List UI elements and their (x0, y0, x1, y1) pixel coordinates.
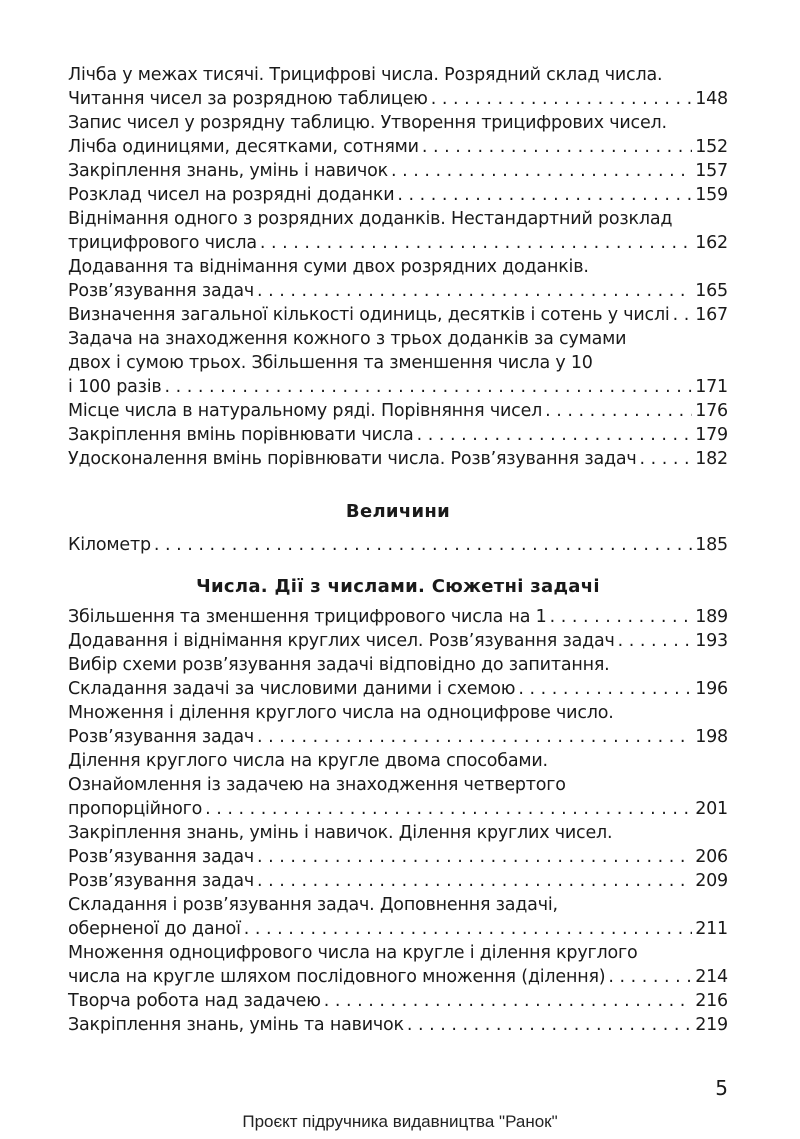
dot-leader (550, 605, 693, 629)
toc-entry-title-line: Задача на знаходження кожного з трьох доданків за сумами (68, 329, 627, 349)
toc-entry-page-number: 214 (695, 967, 728, 987)
toc-entry-title: Розв’язування задач (68, 281, 255, 301)
toc-entry[interactable] (68, 111, 728, 159)
toc-section-3 (68, 605, 728, 1037)
toc-entry-row (68, 677, 728, 701)
toc-entry-title-line: двох і сумою трьох. Збільшення та зменшення числа у 10 (68, 353, 593, 373)
dot-leader (260, 231, 692, 255)
toc-section-2 (68, 533, 728, 557)
toc-entry-page-number: 193 (695, 631, 728, 651)
toc-entry[interactable] (68, 63, 728, 111)
toc-entry-row (68, 989, 728, 1013)
toc-entry[interactable] (68, 447, 728, 471)
toc-entry-page-number: 176 (695, 401, 728, 421)
toc-entry-title-line: Ділення круглого числа на кругле двома способами. (68, 751, 548, 771)
toc-entry-title-line: Складання і розв’язування задач. Доповнення задачі, (68, 895, 558, 915)
toc-entry-title: трицифрового числа (68, 233, 257, 253)
toc-entry-page-number: 157 (695, 161, 728, 181)
toc-entry[interactable] (68, 327, 728, 399)
toc-entry-row (68, 159, 728, 183)
toc-entry[interactable] (68, 869, 728, 893)
toc-entry-title: Кілометр (68, 535, 151, 555)
toc-entry-page-number: 182 (695, 449, 728, 469)
toc-entry-title: Читання чисел за розрядною таблицею (68, 89, 428, 109)
toc-entry-row (68, 135, 728, 159)
toc-entry-title-line: Множення і ділення круглого числа на одноцифрове число. (68, 703, 614, 723)
dot-leader (417, 423, 693, 447)
toc-entry[interactable] (68, 701, 728, 749)
toc-entry-page-number: 209 (695, 871, 728, 891)
toc-entry-row (68, 375, 728, 399)
dot-leader (407, 1013, 692, 1037)
dot-leader (205, 797, 692, 821)
dot-leader (422, 135, 692, 159)
toc-entry-title-line: Додавання та віднімання суми двох розрядних доданків. (68, 257, 589, 277)
toc-entry-title: числа на кругле шляхом послідовного множення (ділення) (68, 967, 606, 987)
toc-entry-page-number: 185 (695, 535, 728, 555)
toc-entry-row (68, 725, 728, 749)
toc-entry[interactable] (68, 941, 728, 989)
dot-leader (257, 869, 692, 893)
section-heading-quantities: Величини (345, 501, 451, 522)
toc-entry-title-line: Множення одноцифрового числа на кругле і ділення круглого (68, 943, 638, 963)
toc-entry-title-line: Вибір схеми розв’язування задачі відповідно до запитання. (68, 655, 610, 675)
toc-entry-page-number: 219 (695, 1015, 728, 1035)
dot-leader (244, 917, 692, 941)
toc-entry-title: Додавання і віднімання круглих чисел. Розв’язування задач (68, 631, 615, 651)
toc-entry[interactable] (68, 629, 728, 653)
toc-entry-page-number: 165 (695, 281, 728, 301)
toc-entry-page-number: 162 (695, 233, 728, 253)
toc-entry-row (68, 447, 728, 471)
page-number: 5 (715, 1076, 728, 1100)
toc-entry-title: оберненої до даної (68, 919, 241, 939)
toc-entry-page-number: 179 (695, 425, 728, 445)
toc-entry-row (68, 533, 728, 557)
toc-entry-page-number: 196 (695, 679, 728, 699)
toc-entry-title-line: Ознайомлення із задачею на знаходження четвертого (68, 775, 566, 795)
dot-leader (257, 845, 692, 869)
toc-entry-row (68, 845, 728, 869)
toc-entry-page-number: 189 (695, 607, 728, 627)
toc-entry[interactable] (68, 303, 728, 327)
toc-entry-title: Закріплення знань, умінь та навичок (68, 1015, 404, 1035)
dot-leader (673, 303, 693, 327)
toc-entry-page-number: 198 (695, 727, 728, 747)
toc-entry-row (68, 423, 728, 447)
toc-entry-page-number: 167 (695, 305, 728, 325)
toc-entry[interactable] (68, 423, 728, 447)
toc-entry-page-number: 206 (695, 847, 728, 867)
toc-entry-page-number: 159 (695, 185, 728, 205)
toc-entry[interactable] (68, 533, 728, 557)
toc-entry-title-line: Закріплення знань, умінь і навичок. Ділення круглих чисел. (68, 823, 613, 843)
toc-entry-title: і 100 разів (68, 377, 162, 397)
toc-entry-page-number: 201 (695, 799, 728, 819)
toc-entry-row (68, 303, 728, 327)
toc-entry-title-line: Лічба у межах тисячі. Трицифрові числа. Розрядний склад числа. (68, 65, 663, 85)
toc-entry-title: Складання задачі за числовими даними і схемою (68, 679, 516, 699)
toc-section-2-heading-wrap (68, 501, 728, 522)
toc-entry-row (68, 183, 728, 207)
dot-leader (391, 159, 692, 183)
toc-entry-title: Розв’язування задач (68, 871, 255, 891)
toc-entry-row (68, 629, 728, 653)
toc-entry-title: Збільшення та зменшення трицифрового числа на 1 (68, 607, 547, 627)
toc-entry[interactable] (68, 893, 728, 941)
dot-leader (608, 965, 692, 989)
toc-entry-page-number: 211 (695, 919, 728, 939)
toc-entry[interactable] (68, 749, 728, 821)
toc-entry-title: пропорційного (68, 799, 203, 819)
toc-entry-title-line: Запис чисел у розрядну таблицю. Утворення трицифрових чисел. (68, 113, 667, 133)
toc-entry-row (68, 965, 728, 989)
dot-leader (257, 279, 692, 303)
toc-entry[interactable] (68, 207, 728, 255)
section-heading-numbers: Числа. Дії з числами. Сюжетні задачі (196, 576, 600, 597)
toc-entry[interactable] (68, 989, 728, 1013)
footer-note: Проєкт підручника видавництва "Ранок" (242, 1112, 558, 1131)
toc-entry-row (68, 869, 728, 893)
dot-leader (518, 677, 692, 701)
toc-entry-title: Творча робота над задачею (68, 991, 321, 1011)
toc-entry[interactable] (68, 159, 728, 183)
toc-entry[interactable] (68, 605, 728, 629)
toc-entry-page-number: 171 (695, 377, 728, 397)
dot-leader (165, 375, 693, 399)
dot-leader (257, 725, 692, 749)
toc-entry-row (68, 605, 728, 629)
toc-entry-row (68, 917, 728, 941)
dot-leader (397, 183, 692, 207)
toc-entry-page-number: 216 (695, 991, 728, 1011)
toc-section-3-heading-wrap (68, 576, 728, 597)
dot-leader (545, 399, 692, 423)
toc-entry[interactable] (68, 255, 728, 303)
toc-entry[interactable] (68, 183, 728, 207)
toc-entry-title: Розклад чисел на розрядні доданки (68, 185, 395, 205)
toc-entry-title: Місце числа в натуральному ряді. Порівняння чисел (68, 401, 543, 421)
toc-entry[interactable] (68, 821, 728, 869)
toc-entry-row (68, 87, 728, 111)
dot-leader (431, 87, 693, 111)
toc-entry-row (68, 399, 728, 423)
dot-leader (154, 533, 692, 557)
toc-entry-title: Удосконалення вмінь порівнювати числа. Розв’язування задач (68, 449, 637, 469)
toc-entry-title: Розв’язування задач (68, 727, 255, 747)
dot-leader (640, 447, 693, 471)
toc-entry-row (68, 1013, 728, 1037)
toc-entry[interactable] (68, 653, 728, 701)
toc-entry-row (68, 231, 728, 255)
toc-entry-title: Визначення загальної кількості одиниць, десятків і сотень у числі (68, 305, 670, 325)
toc-entry-title: Закріплення вмінь порівнювати числа (68, 425, 414, 445)
toc-section-1 (68, 63, 728, 471)
dot-leader (618, 629, 693, 653)
toc-entry-title: Закріплення знань, умінь і навичок (68, 161, 389, 181)
toc-entry-title-line: Віднімання одного з розрядних доданків. Нестандартний розклад (68, 209, 673, 229)
toc-entry-page-number: 152 (695, 137, 728, 157)
toc-entry-row (68, 797, 728, 821)
toc-entry-row (68, 279, 728, 303)
toc-entry[interactable] (68, 399, 728, 423)
toc-entry-title: Розв’язування задач (68, 847, 255, 867)
toc-entry[interactable] (68, 1013, 728, 1037)
toc-entry-page-number: 148 (695, 89, 728, 109)
dot-leader (324, 989, 692, 1013)
toc-entry-title: Лічба одиницями, десятками, сотнями (68, 137, 419, 157)
